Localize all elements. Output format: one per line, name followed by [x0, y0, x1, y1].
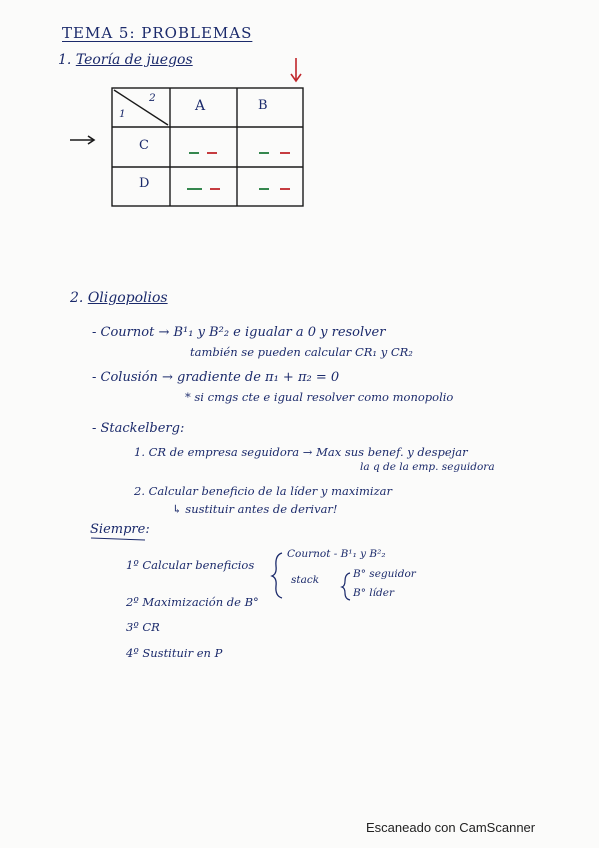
siempre-step-3: 3º CR	[126, 620, 160, 634]
siempre-step-4: 4º Sustituir en P	[126, 646, 223, 660]
siempre-step-1-stack: stack	[291, 574, 320, 586]
stackelberg-heading: - Stackelberg:	[92, 421, 185, 436]
section-2-heading	[70, 290, 168, 306]
siempre-step-2: 2º Maximización de B°	[126, 595, 259, 609]
section-2-number: 2.	[70, 290, 84, 306]
section-1-title: Teoría de juegos	[75, 52, 193, 68]
colusion-line-2: * si cmgs cte e igual resolver como monopolio	[185, 390, 454, 404]
col-header-a: A	[195, 98, 206, 114]
cournot-line-1: - Cournot → B¹₁ y B²₂ e igualar a 0 y resolver	[92, 325, 386, 340]
brace-2	[342, 573, 350, 600]
row-arrow-icon	[70, 136, 94, 144]
scanner-watermark: Escaneado con CamScanner	[366, 820, 536, 835]
table-corner-p2: 2	[149, 92, 156, 104]
row-header-c: C	[139, 138, 149, 153]
siempre-step-1-cournot: Cournot - B¹₁ y B²₂	[287, 548, 386, 560]
stackelberg-step-1a: 1. CR de empresa seguidora → Max sus benef. y despejar	[134, 445, 468, 459]
row-header-d: D	[139, 176, 150, 191]
siempre-step-1-lider: B° líder	[353, 587, 394, 599]
section-1-number: 1.	[58, 52, 72, 68]
page-title: TEMA 5: PROBLEMAS	[62, 24, 253, 42]
payoff-marks	[187, 153, 290, 189]
column-arrow-icon	[291, 58, 301, 81]
siempre-underline	[91, 538, 145, 540]
col-header-b: B	[258, 98, 268, 113]
section-2-title: Oligopolios	[87, 290, 168, 306]
stackelberg-step-1b: la q de la emp. seguidora	[360, 461, 495, 473]
colusion-line-1: - Colusión → gradiente de π₁ + π₂ = 0	[92, 370, 340, 385]
brace-1	[272, 553, 282, 598]
siempre-step-1-seguidor: B° seguidor	[353, 568, 416, 580]
siempre-heading: Siempre:	[90, 522, 150, 537]
stackelberg-step-2b: ↳ sustituir antes de derivar!	[172, 502, 338, 516]
table-corner-p1: 1	[119, 108, 126, 120]
cournot-line-2: también se pueden calcular CR₁ y CR₂	[190, 345, 413, 359]
stackelberg-step-2a: 2. Calcular beneficio de la líder y maximizar	[134, 484, 393, 498]
siempre-step-1: 1º Calcular beneficios	[126, 558, 255, 572]
